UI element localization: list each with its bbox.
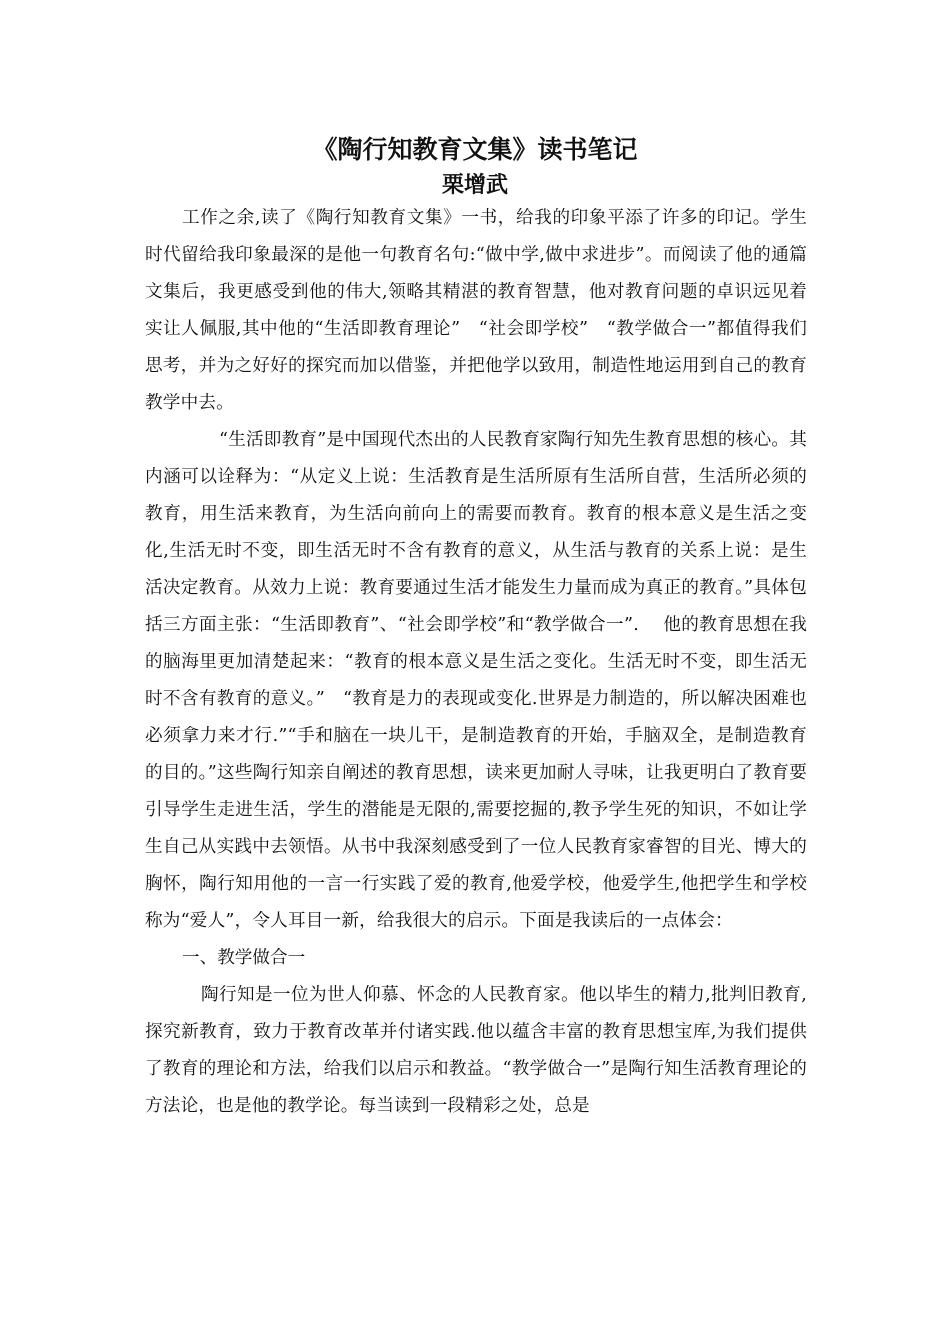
document-title: 《陶行知教育文集》读书笔记 bbox=[312, 135, 638, 164]
paragraph-intro: 工作之余,读了《陶行知教育文集》一书，给我的印象平添了许多的印记。学生时代留给我印象最深的是他一句教育名句:“做中学,做中求进步”。而阅读了他的通篇文集后，我更感受到他的伟大,领略其精湛的教育智慧，他对教育问题的卓识远见着实让人佩服,其中他的“生活即教育理论” “社会即学校” “教学做合一”都值得我们思考，并为之好好的探究而加以借鉴，并把他学以致用，制造性地运用到自己的教育教学中去。 bbox=[145, 208, 807, 413]
document-body bbox=[145, 200, 807, 1125]
section-heading: 一、教学做合一 bbox=[182, 948, 306, 968]
paragraph-life-education: “生活即教育”是中国现代杰出的人民教育家陶行知先生教育思想的核心。其内涵可以诠释为：“从定义上说：生活教育是生活所原有生活所自营，生活所必须的教育，用生活来教育，为生活向前向上的需要而教育。教育的根本意义是生活之变化,生活无时不变，即生活无时不含有教育的意义，从生活与教育的关系上说：是生活决定教育。从效力上说：教育要通过生活才能发生力量而成为真正的教育。”具体包括三方面主张：“生活即教育”、“社会即学校”和“教学做合一”. 他的教育思想在我的脑海里更加清楚起来：“教育的根本意义是生活之变化。生活无时不变，即生活无时不含有教育的意义。” “教育是力的表现或变化.世界是力制造的，所以解决困难也必须拿力来才行.”“手和脑在一块儿干，是制造教育的开始，手脑双全，是制造教育的目的。”这些陶行知亲自阐述的教育思想，读来更加耐人寻味，让我更明白了教育要引导学生走进生活，学生的潜能是无限的,需要挖掘的,教予学生死的知识，不如让学生自己从实践中去领悟。从书中我深刻感受到了一位人民教育家睿智的目光、博大的胸怀，陶行知用他的一言一行实践了爱的教育,他爱学校，他爱学生,他把学生和学校称为“爱人”，令人耳目一新，给我很大的启示。下面是我读后的一点体会： bbox=[145, 430, 807, 931]
author-name: 栗增武 bbox=[441, 172, 508, 198]
paragraph-teaching: 陶行知是一位为世人仰慕、怀念的人民教育家。他以毕生的精力,批判旧教育,探究新教育，致力于教育改革并付诸实践.他以蕴含丰富的教育思想宝库,为我们提供了教育的理论和方法，给我们以启示和教益。“教学做合一”是陶行知生活教育理论的方法论，也是他的教学论。每当读到一段精彩之处，总是 bbox=[145, 985, 807, 1116]
